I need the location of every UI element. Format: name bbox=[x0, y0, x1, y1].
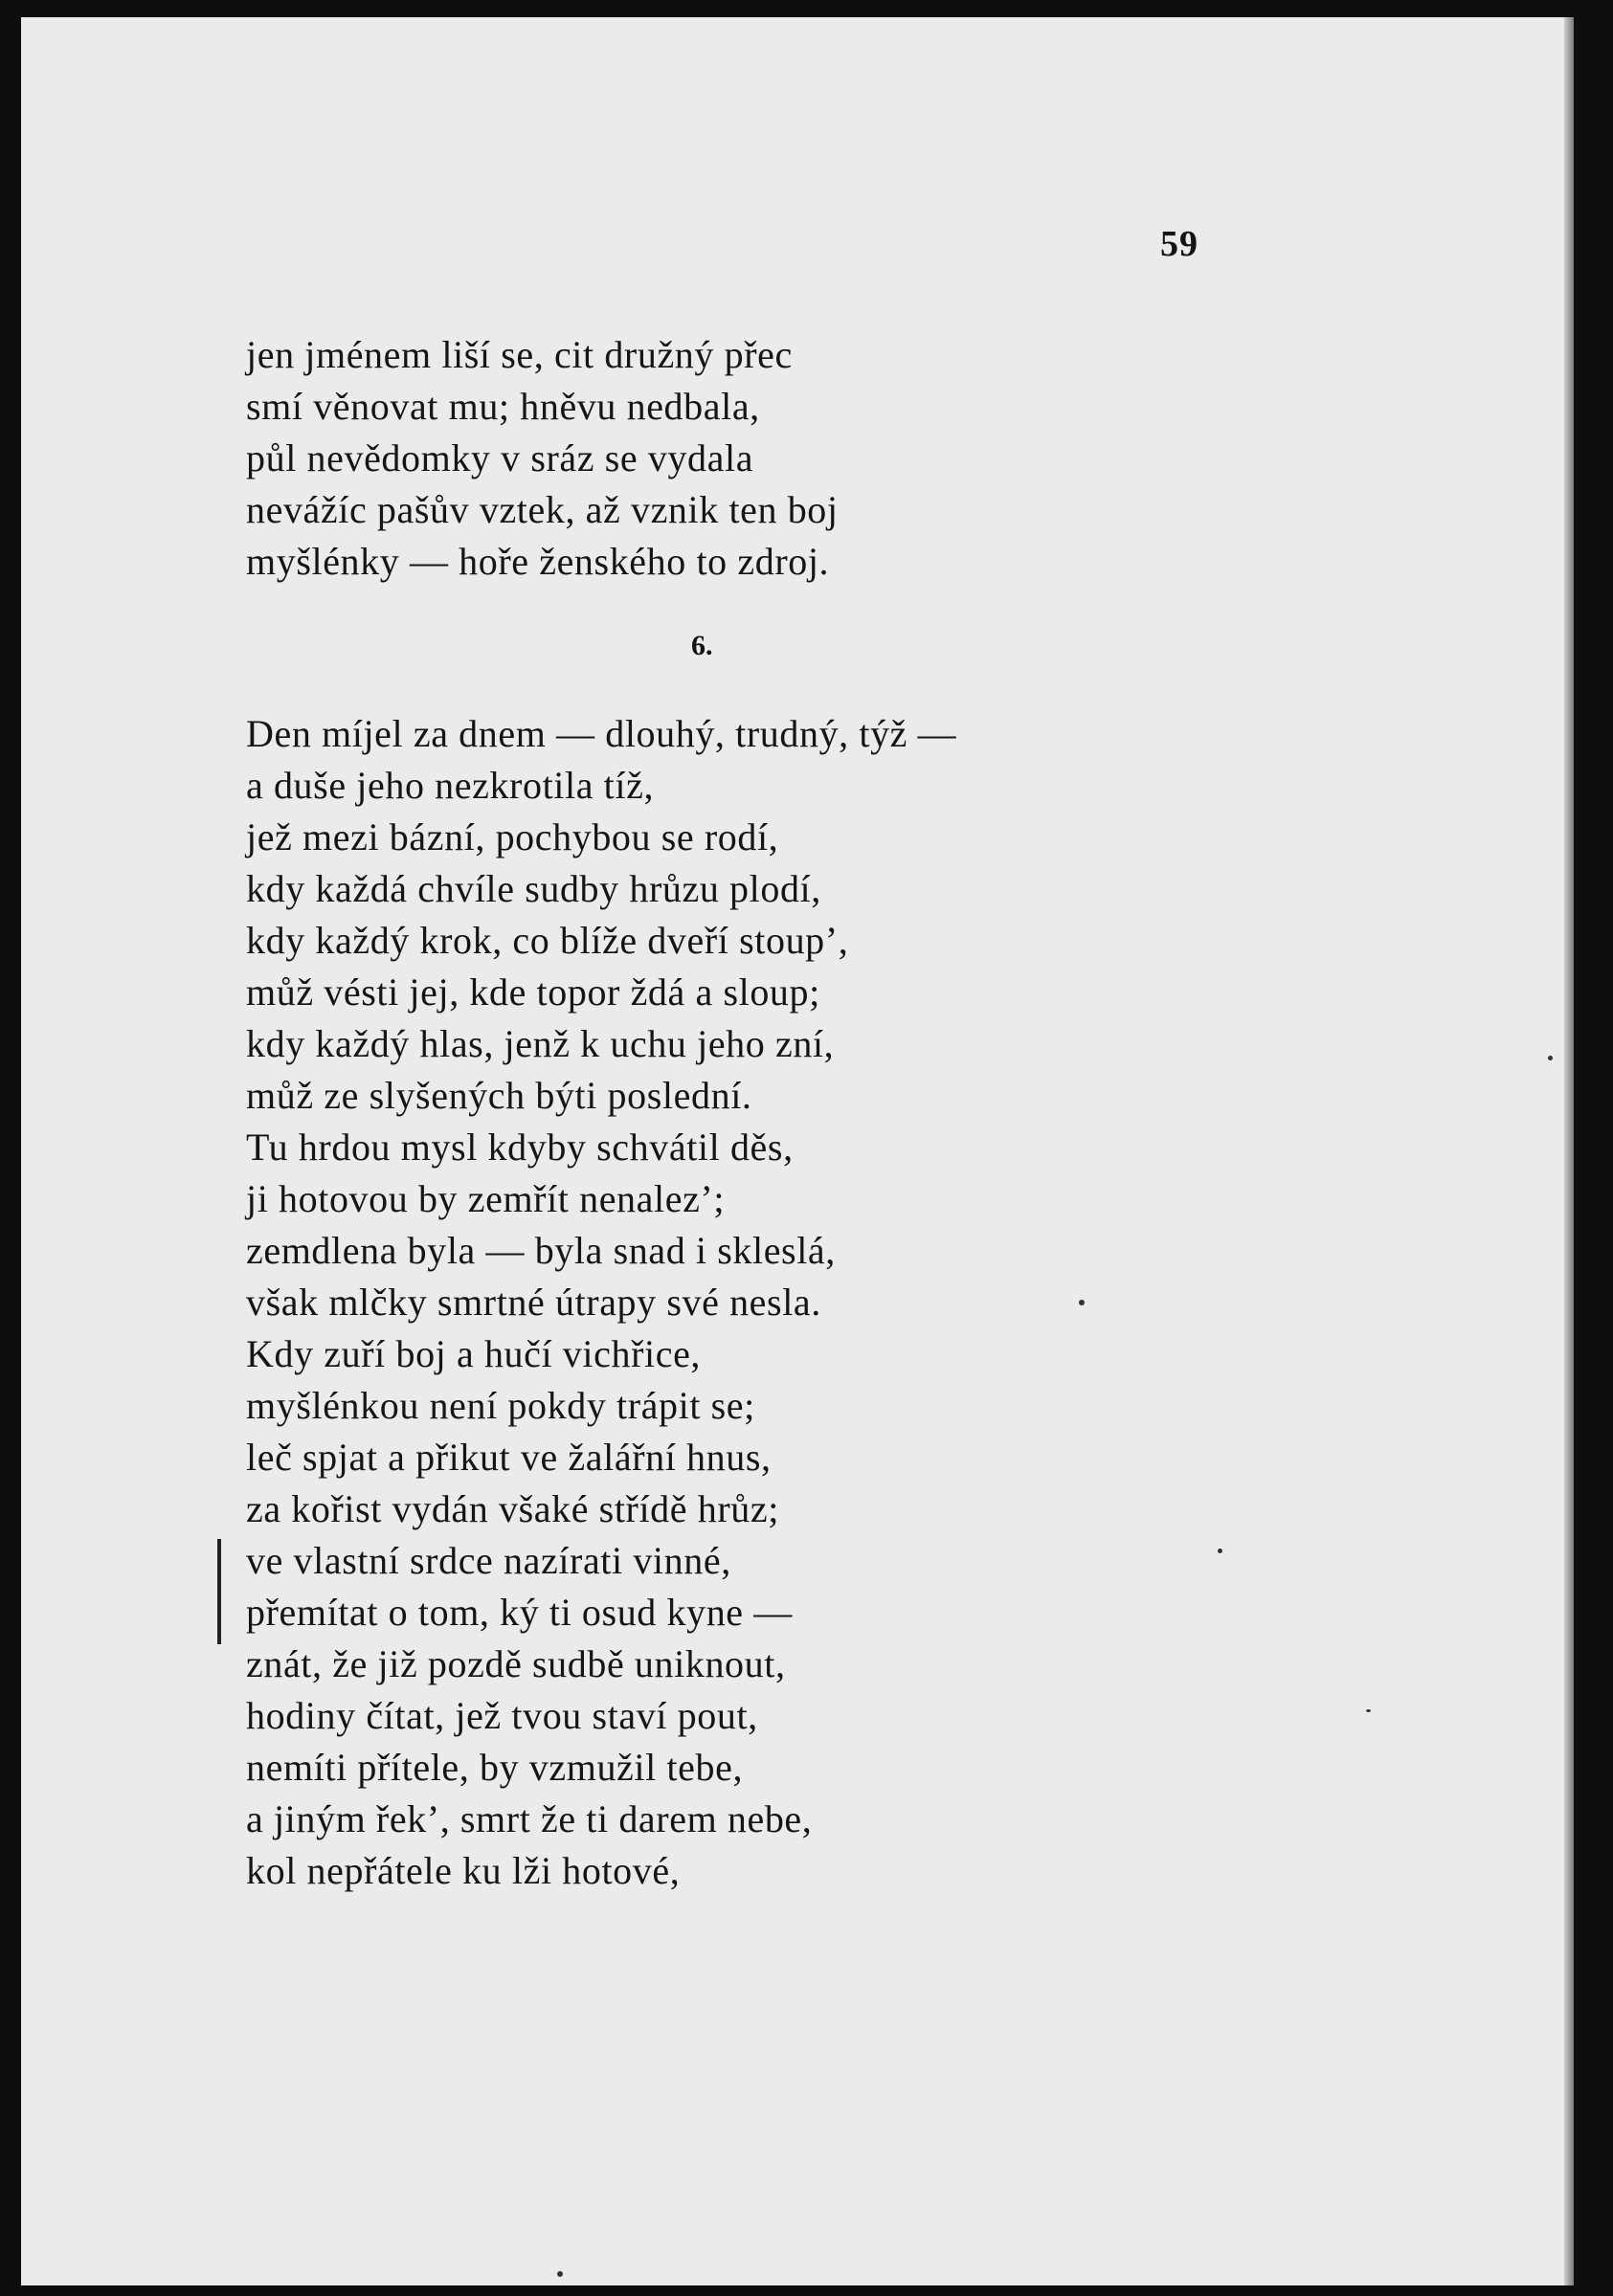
verse-line: Tu hrdou mysl kdyby schvátil děs, bbox=[246, 1126, 794, 1169]
verse-line: můž ze slyšených býti poslední. bbox=[246, 1074, 752, 1117]
verse-line: a jiným řek’, smrt že ti darem nebe, bbox=[246, 1797, 813, 1840]
verse-line: jež mezi bázní, pochybou se rodí, bbox=[246, 815, 779, 858]
verse-line: jen jménem liší se, cit družný přec bbox=[246, 333, 793, 376]
verse-line: myšlénkou není pokdy trápit se; bbox=[246, 1384, 755, 1427]
verse-line: smí věnovat mu; hněvu nedbala, bbox=[246, 385, 760, 428]
verse-line: nevážíc pašův vztek, až vznik ten boj bbox=[246, 488, 839, 531]
verse-line: nemíti přítele, by vzmužil tebe, bbox=[246, 1746, 744, 1789]
stanza-two bbox=[246, 708, 956, 1897]
verse-line: však mlčky smrtné útrapy své nesla. bbox=[246, 1281, 821, 1324]
verse-line: půl nevědomky v sráz se vydala bbox=[246, 436, 754, 479]
dust-speck bbox=[1079, 1300, 1085, 1305]
section-number: 6. bbox=[691, 630, 713, 661]
verse-line: znát, že již pozdě sudbě uniknout, bbox=[246, 1642, 786, 1685]
verse-line: kdy každý krok, co blíže dveří stoup’, bbox=[246, 919, 849, 962]
verse-line: kdy každý hlas, jenž k uchu jeho zní, bbox=[246, 1022, 835, 1065]
dust-speck bbox=[557, 2271, 563, 2277]
verse-line: a duše jeho nezkrotila tíž, bbox=[246, 764, 655, 807]
verse-line: za kořist vydán všaké střídě hrůz; bbox=[246, 1487, 779, 1530]
page-number: 59 bbox=[1160, 224, 1199, 264]
verse-line: kol nepřátele ku lži hotové, bbox=[246, 1849, 681, 1892]
verse-line: ve vlastní srdce nazírati vinné, bbox=[246, 1539, 731, 1582]
dust-speck bbox=[1548, 1056, 1553, 1060]
verse-line: leč spjat a přikut ve žalářní hnus, bbox=[246, 1436, 772, 1479]
verse-line: kdy každá chvíle sudby hrůzu plodí, bbox=[246, 867, 821, 910]
book-page bbox=[21, 17, 1574, 2285]
stanza-one bbox=[246, 329, 839, 588]
dust-speck bbox=[1366, 1709, 1371, 1712]
margin-pencil-mark bbox=[217, 1539, 221, 1644]
verse-line: můž vésti jej, kde topor ždá a sloup; bbox=[246, 970, 820, 1014]
page-edge-shadow bbox=[1564, 17, 1574, 2285]
verse-line: Kdy zuří boj a hučí vichřice, bbox=[246, 1332, 702, 1375]
dust-speck bbox=[1218, 1549, 1222, 1553]
verse-line: přemítat o tom, ký ti osud kyne — bbox=[246, 1591, 793, 1634]
verse-line: hodiny čítat, jež tvou staví pout, bbox=[246, 1694, 758, 1737]
verse-line: myšlénky — hoře ženského to zdroj. bbox=[246, 540, 830, 583]
verse-line: Den míjel za dnem — dlouhý, trudný, týž — bbox=[246, 712, 957, 755]
verse-line: zemdlena byla — byla snad i skleslá, bbox=[246, 1229, 836, 1272]
verse-line: ji hotovou by zemřít nenalez’; bbox=[246, 1177, 726, 1220]
